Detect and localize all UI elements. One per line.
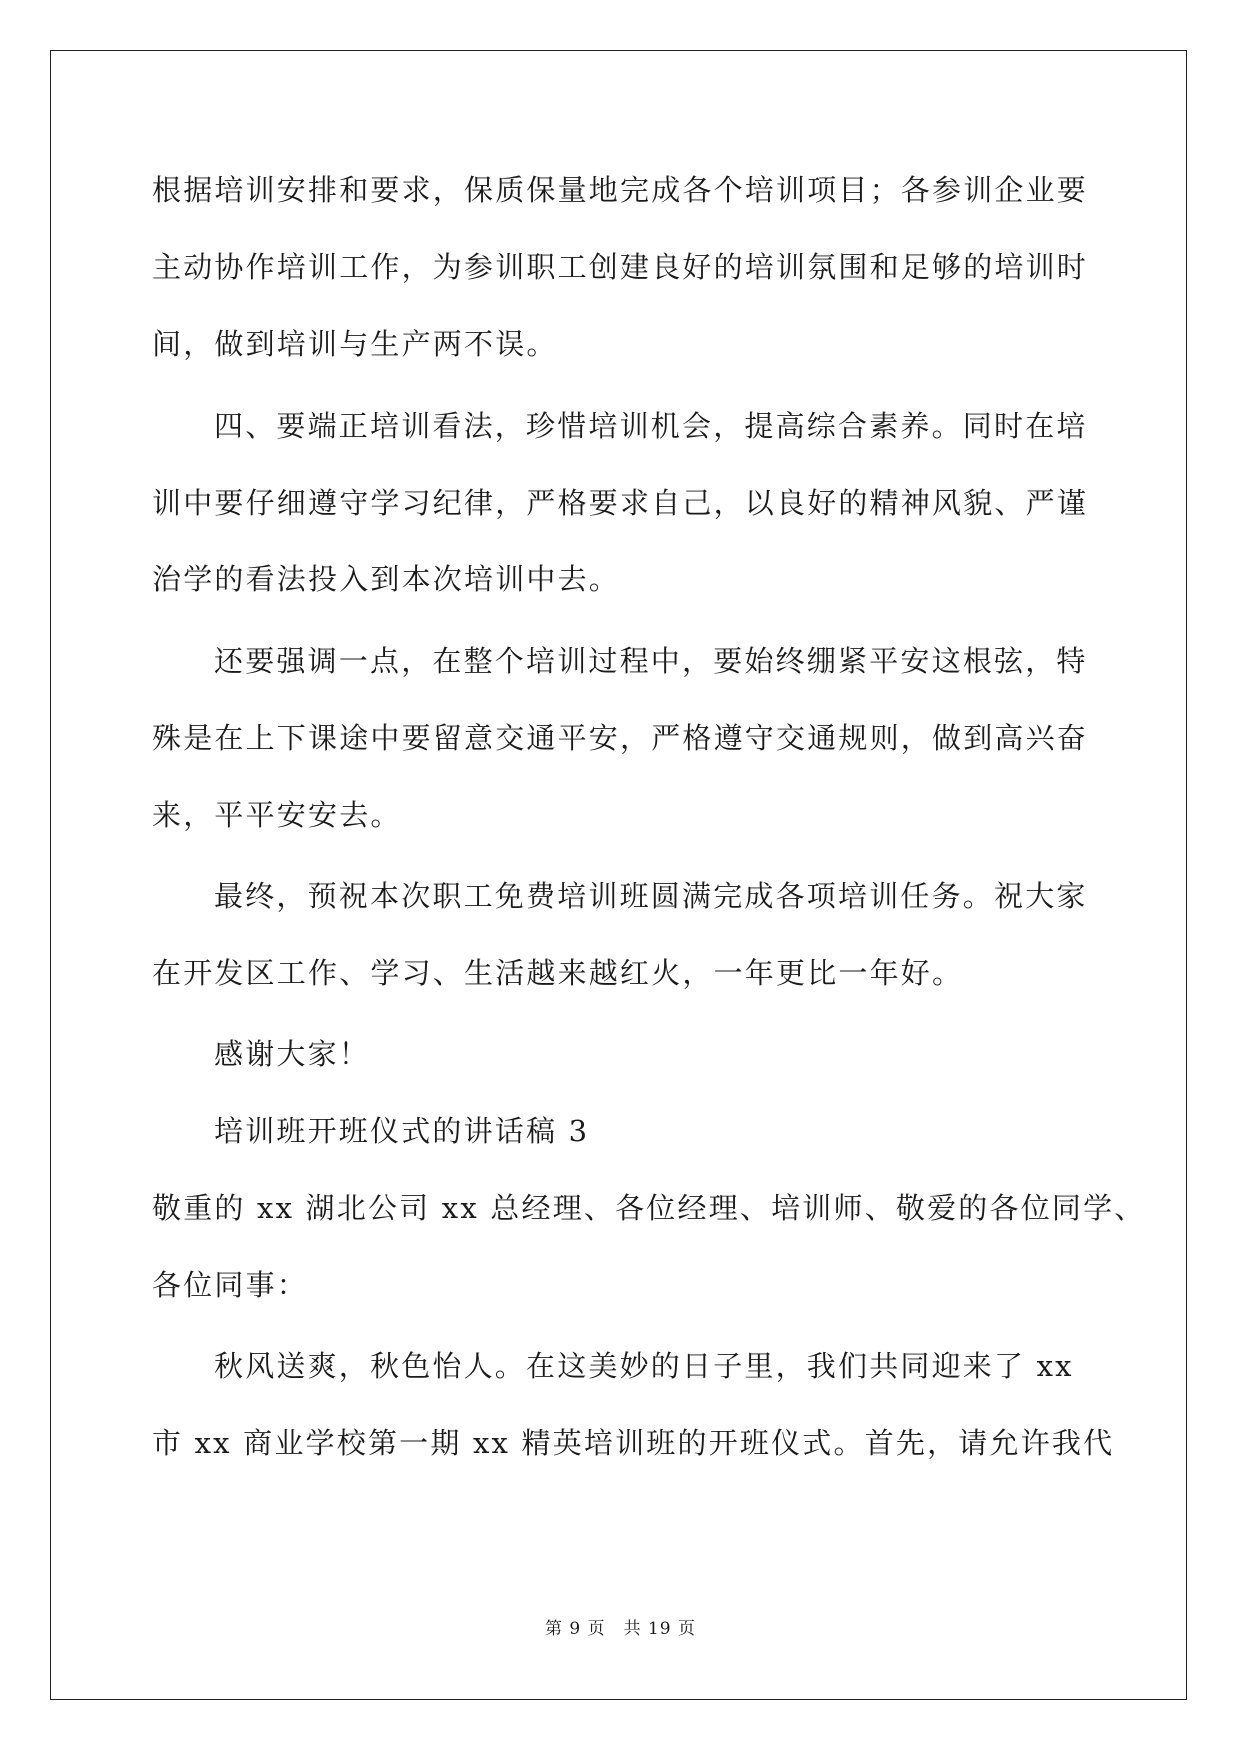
text-line: 根据培训安排和要求，保质保量地完成各个培训项目；各参训企业要	[152, 173, 1089, 207]
text-line: 最终，预祝本次职工免费培训班圆满完成各项培训任务。祝大家	[214, 879, 1088, 913]
text-line: 敬重的 xx 湖北公司 xx 总经理、各位经理、培训师、敬爱的各位同学、	[152, 1191, 1146, 1225]
section-title: 培训班开班仪式的讲话稿 3	[214, 1114, 590, 1148]
page-total: 共 19 页	[623, 1619, 697, 1639]
text-line: 四、要端正培训看法，珍惜培训机会，提高综合素养。同时在培	[214, 409, 1088, 443]
text-line: 还要强调一点，在整个培训过程中，要始终绷紧平安这根弦，特	[214, 644, 1088, 678]
text-line: 市 xx 商业学校第一期 xx 精英培训班的开班仪式。首先，请允许我代	[152, 1426, 1115, 1460]
text-line: 训中要仔细遵守学习纪律，严格要求自己，以良好的精神风貌、严谨	[152, 486, 1089, 520]
text-line: 间，做到培训与生产两不误。	[152, 327, 558, 361]
text-line: 感谢大家！	[214, 1037, 371, 1071]
text-line: 殊是在上下课途中要留意交通平安，严格遵守交通规则，做到高兴奋	[152, 721, 1089, 755]
page-footer	[0, 1617, 1241, 1641]
page-number: 第 9 页	[544, 1619, 606, 1639]
text-line: 来，平平安安去。	[152, 798, 402, 832]
text-line: 治学的看法投入到本次培训中去。	[152, 562, 621, 596]
text-line: 各位同事：	[152, 1268, 309, 1302]
text-line: 秋风送爽，秋色怡人。在这美妙的日子里，我们共同迎来了 xx	[214, 1349, 1074, 1383]
text-line: 主动协作培训工作，为参训职工创建良好的培训氛围和足够的培训时	[152, 250, 1089, 284]
text-line: 在开发区工作、学习、生活越来越红火，一年更比一年好。	[152, 956, 964, 990]
